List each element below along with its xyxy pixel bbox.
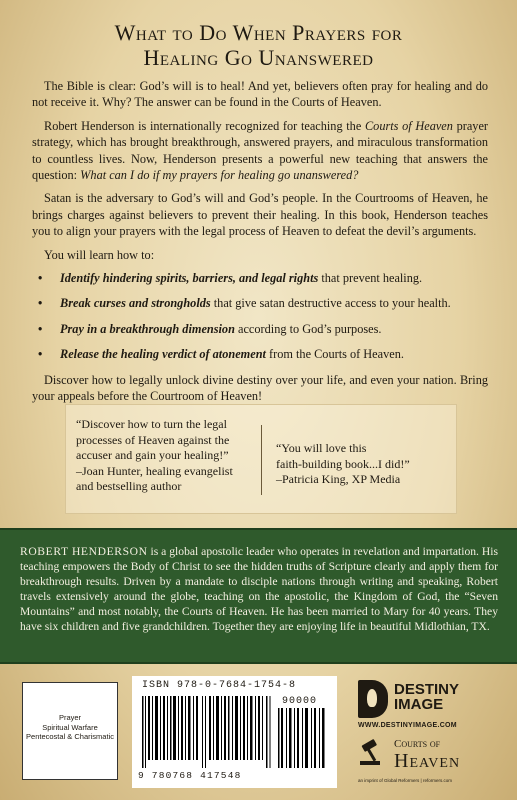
bullet-text: that prevent healing. <box>318 271 423 286</box>
quote-attribution: –Joan Hunter, healing evangelist <box>76 463 233 478</box>
paragraph-satan: Satan is the adversary to God’s will and God’s people. In the Courtrooms of Heaven, he brings charges against believers to prevent their healing. In this book, Henderson teaches you to align your prayers with the legal process of Heaven to defeat the devil’s arguments. <box>32 191 488 239</box>
bullet-bold: Break curses and strongholds <box>60 296 211 311</box>
publisher-name <box>394 682 459 712</box>
paragraph-author-intro <box>32 118 488 184</box>
paragraph-intro: The Bible is clear: God’s will is to heal! And yet, believers often pray for healing and do not receive it. Why? The answer can be found in the Courts of Heaven. <box>32 79 488 110</box>
destiny-image-logo-icon <box>358 680 388 718</box>
quote-attribution: –Patricia King, XP Media <box>276 472 401 486</box>
endorsement-divider <box>261 425 262 495</box>
author-bio-band <box>0 528 517 664</box>
publisher-url: WWW.DESTINYIMAGE.COM <box>358 722 457 729</box>
category-label: Pentecostal & Charismatic <box>26 732 114 741</box>
author-bio <box>20 544 498 635</box>
list-item <box>32 295 488 311</box>
courts-of-text: Courts of <box>394 738 441 750</box>
category-label: Spiritual Warfare <box>42 722 98 732</box>
isbn-text: ISBN 978-0-7684-1754-8 <box>142 680 297 691</box>
bullet-text: from the Courts of Heaven. <box>265 347 404 362</box>
flame-icon <box>367 689 377 707</box>
quote-line: faith-building book...I did!” <box>276 456 410 471</box>
endorsement-joan-hunter <box>76 417 256 495</box>
cover-headline <box>0 20 517 70</box>
description-body <box>32 78 488 412</box>
bullet-text: that give satan destructive access to your health. <box>210 296 451 311</box>
bullet-text: according to God’s purposes. <box>234 321 382 336</box>
p2-emphasis-question: What can I do if my prayers for healing go unanswered? <box>80 168 359 183</box>
endorsement-patricia-king <box>276 441 451 488</box>
bullet-bold: Pray in a breakthrough dimension <box>60 321 235 336</box>
quote-attribution: and bestselling author <box>76 479 182 493</box>
p2-emphasis-courts: Courts of Heaven <box>364 118 453 133</box>
barcode-number: 9 780768 417548 <box>138 770 242 781</box>
heaven-text: Heaven <box>394 750 461 772</box>
quote-line: “You will love this <box>276 441 367 455</box>
category-label: Prayer <box>58 713 82 722</box>
bullet-bold: Identify hindering spirits, barriers, and legal rights <box>60 271 319 286</box>
quote-line: accuser and gain your healing!” <box>76 448 229 462</box>
headline-line-1: What to Do When Prayers for <box>114 20 403 45</box>
paragraph-closing: Discover how to legally unlock divine destiny over your life, and even your nation. Bring your appeals before the Courtroom of Heaven! <box>32 372 488 404</box>
cover-footer <box>0 662 517 800</box>
barcode-panel <box>132 676 337 788</box>
barcode-icon <box>142 696 272 768</box>
quote-line: “Discover how to turn the legal <box>76 417 227 431</box>
paragraph-learn: You will learn how to: <box>44 247 155 262</box>
endorsements-box <box>65 404 457 514</box>
publisher-name-line-2: IMAGE <box>394 696 444 713</box>
category-box <box>22 682 118 780</box>
imprint-text: an imprint of Global Reformers | reformers.com <box>358 778 452 783</box>
addon-barcode-icon <box>278 708 326 768</box>
p2-text-a: Robert Henderson is internationally recognized for teaching the <box>44 118 365 133</box>
p2-text-b: prayer strategy, which has brought breakthrough, answered prayers, and miraculous transformation to countless lives. Now, Henderson presents a powerful new teaching that answers the question: <box>32 118 488 183</box>
list-item <box>32 321 488 337</box>
quote-line: processes of Heaven against the <box>76 432 230 447</box>
list-item <box>32 270 488 286</box>
bio-text: is a global apostolic leader who operates in revelation and impartation. His teaching empowers the Body of Christ to see the hidden truths of Scripture clearly and apply them for breakthrough results. Driven by a mandate to disciple nations through writing and speaking, Robert travels extensively around the globe, teaching on the apostolic, the Kingdom of God, the “Seven Mountains” and most notably, the Courts of Heaven. He has been married to Mary for 40 years. They have six children and five grandchildren. Together they are enjoying life in beautiful Midlothian, TX. <box>20 545 498 634</box>
author-name: ROBERT HENDERSON <box>20 545 148 558</box>
learning-list <box>32 270 488 363</box>
bullet-bold: Release the healing verdict of atonement <box>60 347 266 362</box>
price-addon-text: 90000 <box>282 696 318 707</box>
gavel-icon <box>358 738 388 766</box>
publisher-name-line-1: DESTINY <box>394 681 460 698</box>
list-item <box>32 346 488 362</box>
headline-line-2: Healing Go Unanswered <box>143 45 374 70</box>
